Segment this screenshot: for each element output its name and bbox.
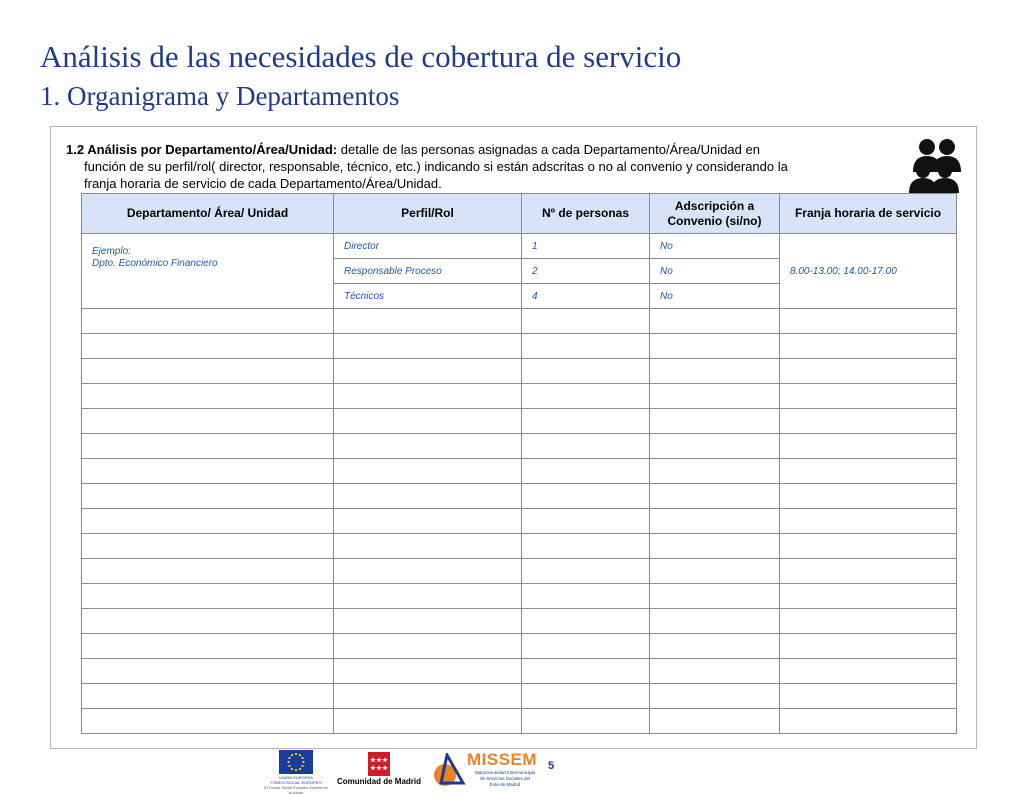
role-cell[interactable]	[334, 584, 522, 609]
count-cell[interactable]	[522, 434, 650, 459]
page-number: 5	[548, 760, 555, 772]
role-cell[interactable]	[334, 559, 522, 584]
convenio-cell[interactable]	[650, 309, 780, 334]
table-row	[82, 359, 957, 384]
role-cell[interactable]	[334, 434, 522, 459]
convenio-cell[interactable]	[650, 684, 780, 709]
table-row	[82, 434, 957, 459]
role-cell[interactable]	[334, 684, 522, 709]
count-cell[interactable]	[522, 459, 650, 484]
page-subtitle: 1. Organigrama y Departamentos	[40, 81, 400, 111]
intro-line-1: detalle de las personas asignadas a cada Departamento/Área/Unidad en	[337, 142, 760, 157]
department-cell[interactable]	[82, 609, 334, 634]
convenio-cell[interactable]	[650, 534, 780, 559]
count-cell[interactable]	[522, 659, 650, 684]
madrid-flag-icon	[368, 752, 390, 776]
count-cell[interactable]	[522, 634, 650, 659]
table-row	[82, 409, 957, 434]
example-department-cell[interactable]	[82, 234, 334, 309]
role-cell[interactable]	[334, 309, 522, 334]
eu-text-1: UNIÓN EUROPEA	[279, 775, 313, 780]
table-row	[82, 584, 957, 609]
convenio-cell[interactable]	[650, 509, 780, 534]
schedule-cell[interactable]	[780, 309, 957, 334]
eu-flag-icon	[279, 750, 313, 774]
col-header-count: Nº de personas	[522, 194, 650, 234]
department-cell[interactable]	[82, 559, 334, 584]
missem-sub-2: de Servicios Sociales del	[479, 776, 531, 781]
table-row	[82, 709, 957, 734]
example-department-name: Dpto. Económico Financiero	[92, 258, 218, 269]
section-heading: 1.2 Análisis por Departamento/Área/Unidad:	[66, 142, 338, 157]
table-row	[82, 634, 957, 659]
schedule-cell[interactable]	[780, 684, 957, 709]
role-cell[interactable]: Responsable Proceso	[334, 259, 522, 284]
convenio-cell[interactable]	[650, 384, 780, 409]
role-cell[interactable]	[334, 709, 522, 734]
department-cell[interactable]	[82, 434, 334, 459]
schedule-cell[interactable]	[780, 359, 957, 384]
schedule-cell[interactable]	[780, 384, 957, 409]
schedule-cell[interactable]	[780, 459, 957, 484]
convenio-cell[interactable]	[650, 459, 780, 484]
schedule-cell[interactable]	[780, 559, 957, 584]
table-row	[82, 459, 957, 484]
schedule-cell[interactable]	[780, 534, 957, 559]
convenio-cell[interactable]	[650, 434, 780, 459]
table-row	[82, 509, 957, 534]
table-row	[82, 309, 957, 334]
count-cell[interactable]	[522, 334, 650, 359]
role-cell[interactable]	[334, 534, 522, 559]
convenio-cell[interactable]	[650, 559, 780, 584]
table-row	[82, 484, 957, 509]
table-row	[82, 684, 957, 709]
count-cell[interactable]	[522, 584, 650, 609]
schedule-cell[interactable]	[780, 584, 957, 609]
missem-logo	[433, 750, 543, 791]
role-cell[interactable]	[334, 634, 522, 659]
intro-line-2: función de su perfil/rol( director, responsable, técnico, etc.) indicando si están adscritas o no al convenio y considerando la	[84, 159, 788, 174]
count-cell[interactable]	[522, 509, 650, 534]
convenio-cell[interactable]: No	[650, 234, 780, 259]
table-row	[82, 234, 957, 259]
role-cell[interactable]	[334, 484, 522, 509]
missem-title: MISSEM	[467, 750, 538, 769]
madrid-text: Comunidad de Madrid	[337, 777, 421, 786]
schedule-cell[interactable]	[780, 609, 957, 634]
role-cell[interactable]	[334, 334, 522, 359]
schedule-cell[interactable]	[780, 434, 957, 459]
count-cell[interactable]: 1	[522, 234, 650, 259]
convenio-cell[interactable]	[650, 584, 780, 609]
schedule-cell[interactable]	[780, 709, 957, 734]
role-cell[interactable]	[334, 409, 522, 434]
department-cell[interactable]	[82, 684, 334, 709]
convenio-cell[interactable]	[650, 709, 780, 734]
count-cell[interactable]: 4	[522, 284, 650, 309]
intro-line-3: franja horaria de servicio de cada Departamento/Área/Unidad.	[84, 176, 442, 191]
count-cell[interactable]	[522, 484, 650, 509]
convenio-cell[interactable]	[650, 334, 780, 359]
role-cell[interactable]	[334, 659, 522, 684]
example-label: Ejemplo:	[92, 246, 131, 257]
eu-text-3: El Fondo Social Europeo invierte en tu futuro	[264, 785, 328, 795]
schedule-cell[interactable]: 8.00-13.00; 14.00-17.00	[780, 234, 957, 309]
page-title: Análisis de las necesidades de cobertura de servicio	[40, 39, 682, 74]
convenio-cell[interactable]	[650, 634, 780, 659]
people-group-icon	[905, 138, 965, 193]
schedule-cell[interactable]	[780, 634, 957, 659]
count-cell[interactable]	[522, 384, 650, 409]
department-cell[interactable]	[82, 334, 334, 359]
count-cell[interactable]	[522, 534, 650, 559]
comunidad-madrid-logo	[330, 752, 428, 788]
role-cell[interactable]	[334, 459, 522, 484]
table-row	[82, 659, 957, 684]
missem-sub-3: Este de Madrid	[489, 782, 521, 787]
schedule-cell[interactable]	[780, 659, 957, 684]
count-cell[interactable]: 2	[522, 259, 650, 284]
schedule-cell[interactable]	[780, 484, 957, 509]
convenio-cell[interactable]: No	[650, 284, 780, 309]
missem-sub-1: Mancomunidad Intermunicipal	[474, 770, 536, 775]
section-intro	[66, 141, 876, 192]
convenio-cell[interactable]	[650, 659, 780, 684]
count-cell[interactable]	[522, 359, 650, 384]
table-row	[82, 609, 957, 634]
count-cell[interactable]	[522, 409, 650, 434]
department-cell[interactable]	[82, 709, 334, 734]
convenio-cell[interactable]	[650, 359, 780, 384]
convenio-cell[interactable]: No	[650, 259, 780, 284]
table-row	[82, 334, 957, 359]
role-cell[interactable]: Técnicos	[334, 284, 522, 309]
count-cell[interactable]	[522, 709, 650, 734]
department-cell[interactable]	[82, 409, 334, 434]
department-table	[81, 193, 957, 734]
table-row	[82, 534, 957, 559]
department-cell[interactable]	[82, 584, 334, 609]
schedule-cell[interactable]	[780, 409, 957, 434]
table-row	[82, 559, 957, 584]
department-cell[interactable]	[82, 659, 334, 684]
table-row	[82, 384, 957, 409]
convenio-cell[interactable]	[650, 609, 780, 634]
convenio-cell[interactable]	[650, 484, 780, 509]
role-cell[interactable]: Director	[334, 234, 522, 259]
department-cell[interactable]	[82, 384, 334, 409]
col-header-role: Perfil/Rol	[334, 194, 522, 234]
convenio-cell[interactable]	[650, 409, 780, 434]
eu-text-2: FONDO SOCIAL EUROPEO	[270, 780, 322, 785]
role-cell[interactable]	[334, 359, 522, 384]
count-cell[interactable]	[522, 309, 650, 334]
department-cell[interactable]	[82, 534, 334, 559]
role-cell[interactable]	[334, 609, 522, 634]
department-cell[interactable]	[82, 309, 334, 334]
role-cell[interactable]	[334, 509, 522, 534]
table-header-row	[82, 194, 957, 234]
role-cell[interactable]	[334, 384, 522, 409]
schedule-cell[interactable]	[780, 509, 957, 534]
col-header-schedule: Franja horaria de servicio	[780, 194, 957, 234]
missem-mark-icon	[433, 753, 467, 789]
count-cell[interactable]	[522, 609, 650, 634]
department-cell[interactable]	[82, 359, 334, 384]
count-cell[interactable]	[522, 684, 650, 709]
schedule-cell[interactable]	[780, 334, 957, 359]
department-cell[interactable]	[82, 509, 334, 534]
department-cell[interactable]	[82, 459, 334, 484]
department-cell[interactable]	[82, 484, 334, 509]
count-cell[interactable]	[522, 559, 650, 584]
department-cell[interactable]	[82, 634, 334, 659]
eu-logo	[262, 750, 330, 795]
col-header-department: Departamento/ Área/ Unidad	[82, 194, 334, 234]
col-header-convenio: Adscripción a Convenio (si/no)	[650, 194, 780, 234]
